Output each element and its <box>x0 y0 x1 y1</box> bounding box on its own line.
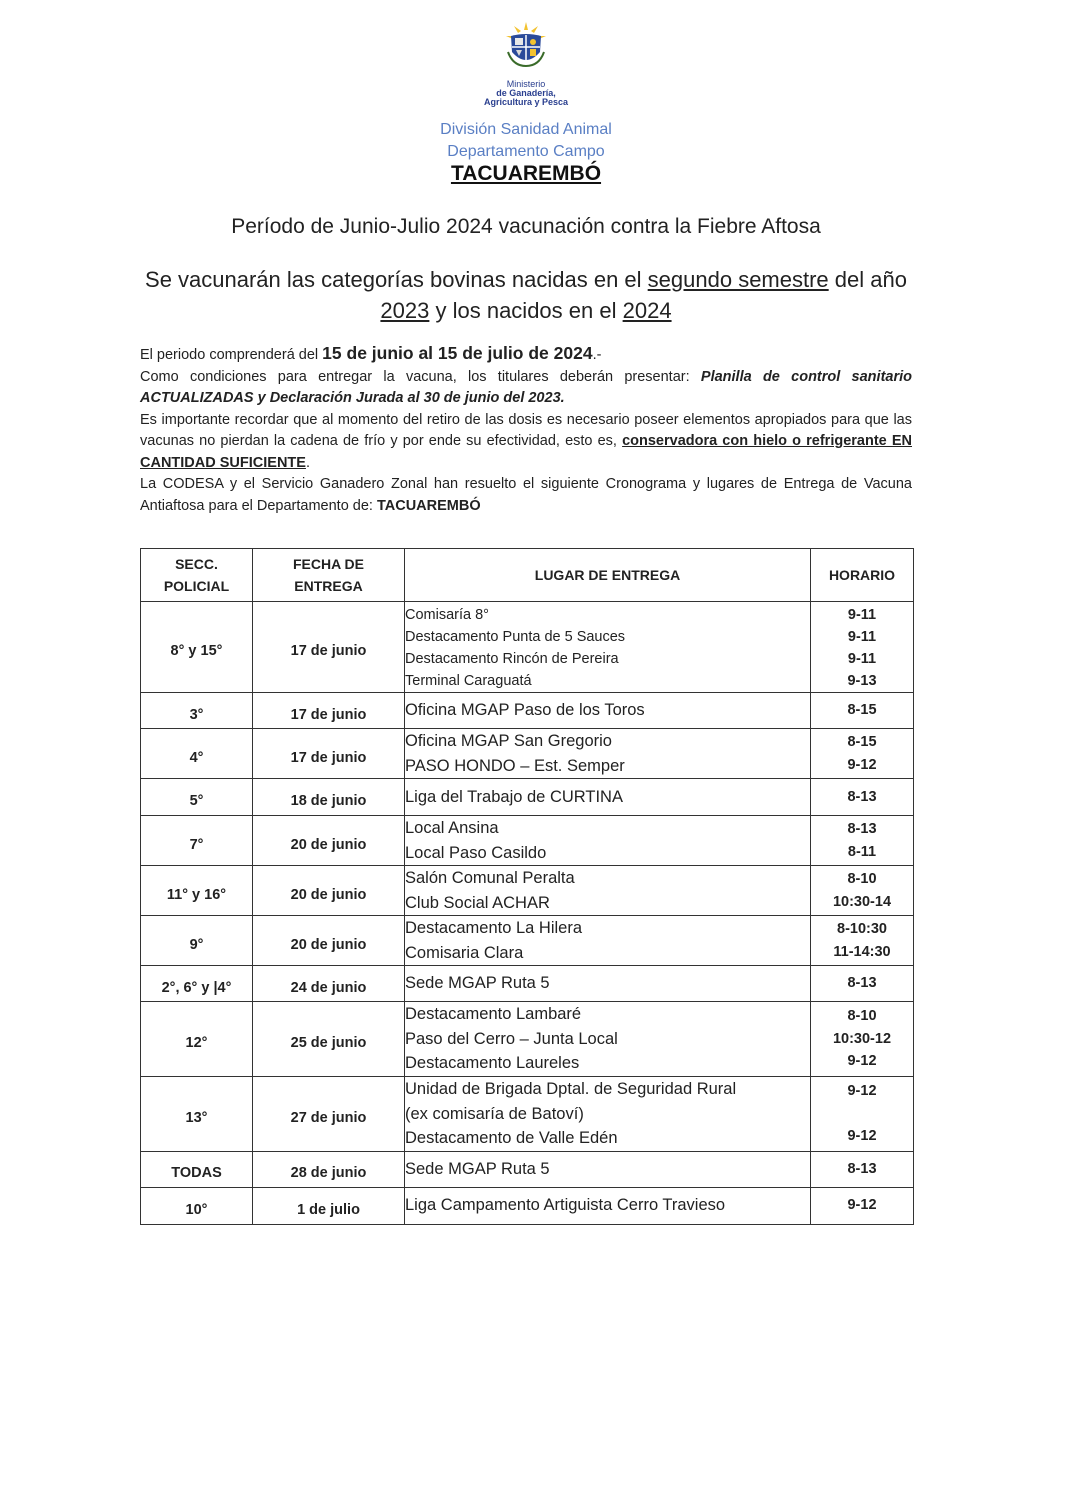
location-title: TACUAREMBÓ <box>450 162 602 185</box>
hours-item: 11-14:30 <box>833 943 891 960</box>
place-item: PASO HONDO – Est. Semper <box>405 756 625 775</box>
p2-documents: Planilla de control sanitario ACTUALIZADAS y Declaración Jurada al 30 de junio del 2023. <box>140 368 912 406</box>
place-item: Sede MGAP Ruta 5 <box>405 974 550 993</box>
place-item: Destacamento Lambaré <box>405 1005 582 1024</box>
vaccination-categories <box>130 264 922 326</box>
section-cell <box>141 816 253 866</box>
p3-end: . <box>305 454 310 471</box>
place-cell <box>405 816 811 866</box>
date-value: 17 de junio <box>290 643 367 659</box>
hours-cell <box>811 1002 914 1077</box>
section-value: 5° <box>189 793 204 809</box>
hours-cell <box>811 1187 914 1224</box>
date-cell <box>253 966 405 1002</box>
section-value: TODAS <box>171 1165 222 1181</box>
date-cell <box>253 866 405 916</box>
p4-text: La CODESA y el Servicio Ganadero Zonal han resuelto el siguiente Cronograma y lugares de Entrega de Vacuna Antiaftosa para el Departamento de: <box>140 476 912 514</box>
place-cell <box>405 866 811 916</box>
date-cell <box>253 916 405 966</box>
place-item: Club Social ACHAR <box>405 893 550 912</box>
date-value: 20 de junio <box>290 836 367 853</box>
place-item: Destacamento Laureles <box>405 1054 580 1073</box>
hours-item: 8-15 <box>847 734 877 750</box>
date-value: 18 de junio <box>290 793 367 809</box>
p1-dates: 15 de junio al 15 de julio de 2024 <box>322 343 593 363</box>
table-row <box>141 1151 914 1187</box>
table-row <box>141 1002 914 1077</box>
header-date-line-1: FECHA DE <box>292 556 365 572</box>
place-item: Paso del Cerro – Junta Local <box>405 1029 618 1048</box>
date-value: 20 de junio <box>290 886 367 903</box>
p4-department: TACUAREMBÓ <box>376 497 481 514</box>
section-cell <box>141 779 253 816</box>
place-item: Local Ansina <box>405 819 499 837</box>
place-item: Liga Campamento Artiguista Cerro Travieso <box>405 1196 726 1215</box>
table-row <box>141 693 914 729</box>
place-item: (ex comisaría de Batoví) <box>405 1104 584 1123</box>
place-item: Destacamento Punta de 5 Sauces <box>405 629 626 645</box>
p1-end: .- <box>592 347 602 363</box>
date-cell <box>253 779 405 816</box>
delivery-schedule-table <box>140 548 914 1225</box>
hours-item: 10:30-12 <box>832 1030 892 1047</box>
hours-item: 9-12 <box>847 1053 877 1070</box>
place-cell <box>405 916 811 966</box>
section-cell <box>141 602 253 693</box>
hours-spacer <box>811 1103 913 1125</box>
section-cell <box>141 1077 253 1152</box>
date-value: 20 de junio <box>290 936 367 953</box>
place-cell <box>405 966 811 1002</box>
header-section-line-2: POLICIAL <box>163 578 230 594</box>
section-cell <box>141 1151 253 1187</box>
body-paragraphs <box>140 343 912 517</box>
table-row <box>141 1077 914 1152</box>
place-cell <box>405 602 811 693</box>
place-item: Salón Comunal Peralta <box>405 869 575 887</box>
section-cell <box>141 1002 253 1077</box>
place-item: Destacamento La Hilera <box>405 919 583 937</box>
place-item: Comisaria Clara <box>405 943 524 962</box>
categories-text-f: 2024 <box>622 298 672 323</box>
ministry-emblem-icon <box>503 22 549 68</box>
p3-requirement: conservadora con hielo o refrigerante EN CANTIDAD SUFICIENTE <box>140 433 913 471</box>
section-value: 12° <box>185 1035 208 1051</box>
section-value: 2°, 6° y |4° <box>161 979 232 996</box>
hours-item: 8-13 <box>847 821 877 837</box>
place-item: Unidad de Brigada Dptal. de Seguridad Rural <box>405 1080 737 1098</box>
hours-item: 9-11 <box>847 629 877 645</box>
hours-cell <box>811 693 914 729</box>
date-cell <box>253 693 405 729</box>
hours-item: 8-10 <box>847 871 877 887</box>
place-cell <box>405 1187 811 1224</box>
p1-text: El periodo comprenderá del <box>140 347 323 363</box>
ministry-name <box>426 80 626 107</box>
conditions-paragraph <box>140 367 912 410</box>
hours-item: 8-11 <box>847 843 877 860</box>
hours-cell <box>811 816 914 866</box>
date-cell <box>253 1151 405 1187</box>
place-item: Local Paso Casildo <box>405 843 547 862</box>
hours-item: 9-11 <box>847 651 877 667</box>
categories-text-d: 2023 <box>380 298 430 323</box>
place-item: Sede MGAP Ruta 5 <box>405 1159 550 1178</box>
section-value: 9° <box>189 936 204 953</box>
hours-cell <box>811 1077 914 1152</box>
categories-text-c: del año <box>828 267 907 292</box>
hours-item: 8-13 <box>847 1160 877 1177</box>
categories-text-a: Se vacunarán las categorías bovinas nacidas en el <box>145 267 648 292</box>
date-cell <box>253 602 405 693</box>
section-value: 3° <box>189 706 204 723</box>
table-row <box>141 1187 914 1224</box>
header-section-line-1: SECC. <box>175 556 218 572</box>
department-name: Departamento Campo <box>447 143 605 160</box>
categories-text-e: y los nacidos en el <box>429 298 623 323</box>
date-value: 1 de julio <box>297 1201 360 1218</box>
place-item: Comisaría 8° <box>405 607 489 623</box>
section-value: 4° <box>189 749 204 766</box>
schedule-intro-paragraph <box>140 474 912 517</box>
date-cell <box>253 1002 405 1077</box>
section-cell <box>141 693 253 729</box>
table-row <box>141 602 914 693</box>
section-cell <box>141 729 253 779</box>
ministry-line-3: Agricultura y Pesca <box>483 97 569 107</box>
table-row <box>141 866 914 916</box>
place-cell <box>405 1077 811 1152</box>
date-cell <box>253 729 405 779</box>
date-cell <box>253 1077 405 1152</box>
p2-text: Como condiciones para entregar la vacuna, los titulares deberán presentar: <box>140 368 701 385</box>
header-hours: HORARIO <box>811 549 914 602</box>
section-value: 13° <box>185 1109 208 1126</box>
hours-cell <box>811 866 914 916</box>
section-value: 10° <box>185 1201 208 1218</box>
place-cell <box>405 779 811 816</box>
place-item: Destacamento de Valle Edén <box>405 1129 618 1147</box>
section-value: 7° <box>189 836 204 853</box>
date-value: 28 de junio <box>290 1165 367 1181</box>
section-cell <box>141 1187 253 1224</box>
place-cell <box>405 729 811 779</box>
period-paragraph <box>140 343 912 367</box>
date-value: 17 de junio <box>290 749 367 766</box>
hours-item: 8-15 <box>847 702 877 719</box>
date-value: 25 de junio <box>290 1035 367 1051</box>
cold-chain-paragraph <box>140 410 912 475</box>
hours-item: 8-10:30 <box>837 921 887 937</box>
place-item: Liga del Trabajo de CURTINA <box>405 787 623 806</box>
place-cell <box>405 1002 811 1077</box>
hours-cell <box>811 1151 914 1187</box>
hours-item: 9-13 <box>847 673 877 689</box>
table-header-row <box>141 549 914 602</box>
table-row <box>141 779 914 816</box>
header-place: LUGAR DE ENTREGA <box>405 549 811 602</box>
table-row <box>141 729 914 779</box>
place-cell <box>405 693 811 729</box>
hours-cell <box>811 729 914 779</box>
hours-item: 10:30-14 <box>832 893 892 910</box>
hours-cell <box>811 966 914 1002</box>
hours-item: 9-12 <box>847 1083 877 1100</box>
date-cell <box>253 816 405 866</box>
period-title: Período de Junio-Julio 2024 vacunación contra la Fiebre Aftosa <box>231 215 821 238</box>
hours-item: 9-12 <box>847 756 877 773</box>
table-row <box>141 916 914 966</box>
date-cell <box>253 1187 405 1224</box>
section-value: 11° y 16° <box>166 886 227 903</box>
hours-item: 8-13 <box>847 975 877 992</box>
hours-cell <box>811 602 914 693</box>
place-item: Oficina MGAP Paso de los Toros <box>405 701 645 720</box>
date-value: 17 de junio <box>290 706 367 723</box>
hours-item: 8-13 <box>847 788 877 805</box>
hours-item: 9-12 <box>847 1197 877 1214</box>
hours-cell <box>811 916 914 966</box>
hours-item: 9-12 <box>847 1127 877 1144</box>
date-value: 24 de junio <box>290 979 367 996</box>
date-value: 27 de junio <box>290 1109 367 1126</box>
place-item: Destacamento Rincón de Pereira <box>405 651 619 667</box>
categories-text-b: segundo semestre <box>647 267 829 292</box>
hours-cell <box>811 779 914 816</box>
table-row <box>141 966 914 1002</box>
section-value: 8° y 15° <box>170 643 223 659</box>
ministry-line-1: Ministerio <box>506 79 546 89</box>
place-cell <box>405 1151 811 1187</box>
division-name: División Sanidad Animal <box>440 121 612 138</box>
ministry-line-2: de Ganadería, <box>496 88 556 98</box>
hours-item: 8-10 <box>847 1008 877 1025</box>
table-row <box>141 816 914 866</box>
section-cell <box>141 916 253 966</box>
header-date <box>253 549 405 602</box>
place-item: Oficina MGAP San Gregorio <box>405 732 612 750</box>
p3-text: Es importante recordar que al momento del retiro de las dosis es necesario poseer elementos apropiados para que las vacunas no pierdan la cadena de frío y por ende su efectividad, esto es, <box>140 411 912 449</box>
division-heading <box>376 119 676 163</box>
header-section <box>141 549 253 602</box>
hours-item: 9-11 <box>847 607 877 623</box>
section-cell <box>141 966 253 1002</box>
header-date-line-2: ENTREGA <box>294 578 363 594</box>
section-cell <box>141 866 253 916</box>
place-item: Terminal Caraguatá <box>405 673 532 689</box>
